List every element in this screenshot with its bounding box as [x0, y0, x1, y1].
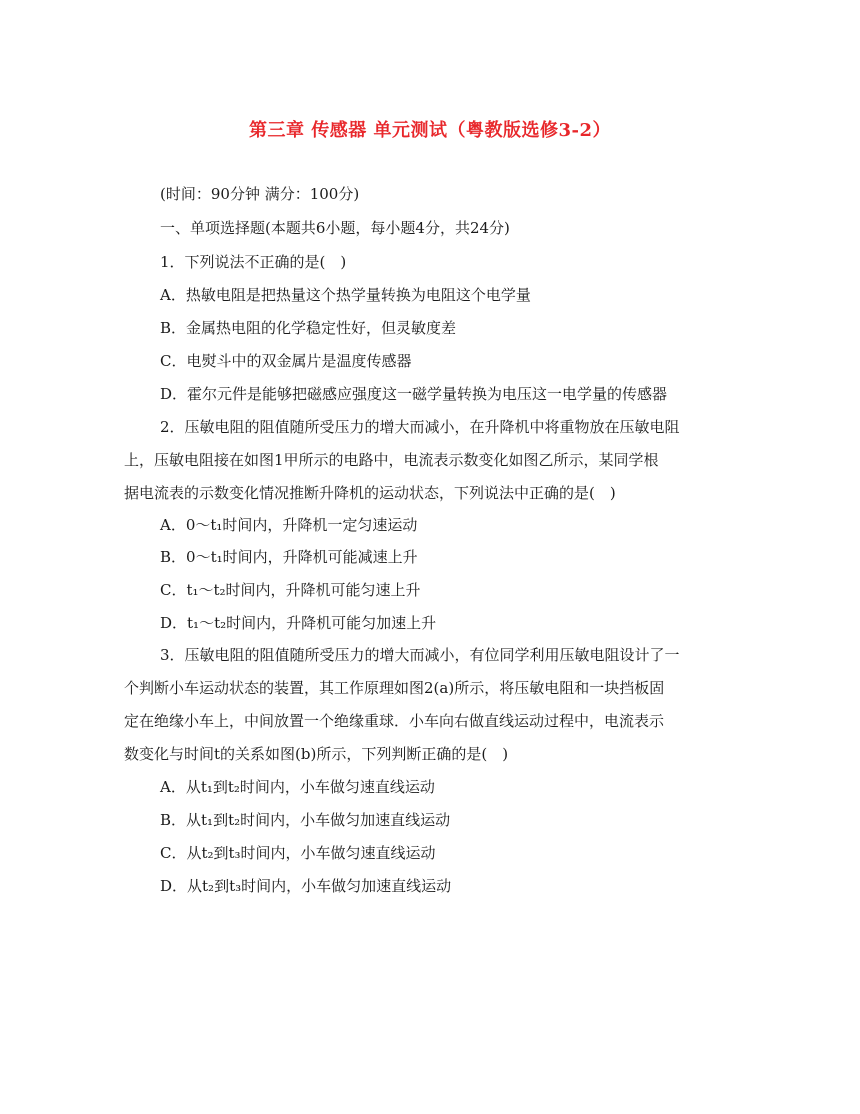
question-2-option-b: B．0～t₁时间内，升降机可能减速上升 — [160, 548, 418, 566]
question-1-stem: 1．下列说法不正确的是( ) — [160, 253, 347, 271]
question-2-option-d: D．t₁～t₂时间内，升降机可能匀加速上升 — [160, 614, 437, 632]
question-3-stem-line4: 数变化与时间t的关系如图(b)所示，下列判断正确的是( ) — [124, 745, 509, 763]
question-2-stem-line1: 2．压敏电阻的阻值随所受压力的增大而减小，在升降机中将重物放在压敏电阻 — [160, 418, 680, 436]
exam-meta: (时间：90分钟 满分：100分) — [160, 185, 360, 203]
question-2-option-a: A．0～t₁时间内，升降机一定匀速运动 — [160, 516, 418, 534]
question-1-option-b: B．金属热电阻的化学稳定性好，但灵敏度差 — [160, 319, 457, 337]
question-1-option-c: C．电熨斗中的双金属片是温度传感器 — [160, 352, 412, 370]
question-3-stem-line1: 3．压敏电阻的阻值随所受压力的增大而减小，有位同学利用压敏电阻设计了一 — [160, 646, 680, 664]
question-3-option-b: B．从t₁到t₂时间内，小车做匀加速直线运动 — [160, 811, 451, 829]
question-3-stem-line2: 个判断小车运动状态的装置，其工作原理如图2(a)所示，将压敏电阻和一块挡板固 — [124, 679, 665, 697]
question-1-option-d: D．霍尔元件是能够把磁感应强度这一磁学量转换为电压这一电学量的传感器 — [160, 385, 668, 403]
question-2-stem-line2: 上，压敏电阻接在如图1甲所示的电路中，电流表示数变化如图乙所示，某同学根 — [124, 451, 659, 469]
document-title: 第三章 传感器 单元测试（粤教版选修3-2） — [248, 120, 612, 141]
question-3-option-c: C．从t₂到t₃时间内，小车做匀速直线运动 — [160, 844, 436, 862]
question-2-option-c: C．t₁～t₂时间内，升降机可能匀速上升 — [160, 581, 421, 599]
question-3-option-d: D．从t₂到t₃时间内，小车做匀加速直线运动 — [160, 877, 452, 895]
question-3-option-a: A．从t₁到t₂时间内，小车做匀速直线运动 — [160, 778, 435, 796]
question-3-stem-line3: 定在绝缘小车上，中间放置一个绝缘重球．小车向右做直线运动过程中，电流表示 — [124, 712, 665, 730]
question-1-option-a: A．热敏电阻是把热量这个热学量转换为电阻这个电学量 — [160, 286, 531, 304]
question-2-stem-line3: 据电流表的示数变化情况推断升降机的运动状态，下列说法中正确的是( ) — [124, 484, 616, 502]
section-heading: 一、单项选择题(本题共6小题，每小题4分，共24分) — [160, 219, 510, 237]
